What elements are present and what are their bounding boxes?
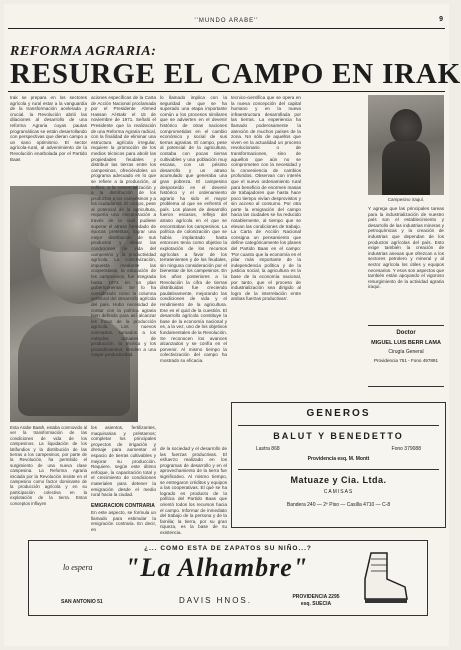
headline-rule xyxy=(8,91,445,92)
doctor-address: Providencia 751 - Fono 497891 xyxy=(373,358,439,363)
generos-divider-1 xyxy=(238,425,439,426)
article-column-2: aciones específicas de la Carta de Acción Nacional proclamada por el Presidente Ahmed Hassan Al-Bakr el 15 de noviembre de 1971. Señaló el Presidente que la realización de una Reforma Agraria radical, con la finalidad de eliminar una estructura agrícola irregular, requiere la promoción de los medios técnicos para abolir las propiedades feudales y distribuir las tierras entre los campesinos, ofreciéndoles un programa adecuado en lo que se refiere a la producción, al cultivo, a la comercialización y a la distribución de los productos a los campesinos y a los ciudadanos. El campo, pese al potencial de la agricultura, requería una mecanización a través de la cual pudiese superar el atraso heredado de épocas pretéritas, lograr una mejor distribución de sus productos y elevar las condiciones de vida del campesino y la productividad agrícola. La colectivización, impuesta mediante las cooperativas, la educación de los campesinos, fue integrada hasta 1971 en un plan gubernamental. Se lo ha considerado como la columna vertebral del desarrollo agrícola del país. Hubo necesidad de contar con la política agraria bien definida para así alcanzar los frutos de la producción agrícola. Los nuevos conceptos, sumados a los métodos actuales de producción, la técnica y los procedimientos, tienden a una mayor productividad. xyxy=(91,95,156,358)
shoe-ad-brand: "La Alhambre" xyxy=(125,553,309,582)
shoe-ad-owner: DAVIS HNOS. xyxy=(179,596,252,605)
header-rule xyxy=(8,28,445,29)
article-headline: RESURGE EL CAMPO EN IRAK xyxy=(10,58,461,90)
generos-c1-phone: Fono 379088 xyxy=(391,446,421,452)
photo-peasant-body xyxy=(382,141,430,195)
right-photo-caption: Campesino iraquí. xyxy=(387,197,425,202)
shoe-ad-question: ¿... COMO ESTA DE ZAPATOS SU NIÑO...? xyxy=(144,545,312,552)
generos-ad xyxy=(231,402,446,528)
generos-company-1: BALUT Y BENEDETTO xyxy=(273,431,404,441)
shoe-ad-right-address-2: esq. SUECIA xyxy=(300,601,332,607)
publication-title: ''MUNDO ARABE'' xyxy=(194,18,259,24)
article-column-2c: En este aspecto, se formula un llamado para estimular la emigración contraria. En decir, en xyxy=(91,510,156,532)
generos-c1-address: Lastra 868 xyxy=(256,446,280,452)
article-kicker: REFORMA AGRARIA: xyxy=(10,44,157,59)
generos-c2-product: CAMISAS xyxy=(323,489,354,495)
article-column-1: Irak se prepara en los sectores agrícola y rural estar a la vanguardia de la transformación acelerada y crucial. la Revolución abrió las dilaciones al desarrollo de una reforma Agraria cuyas pautas programáticas se están desarrollando con perspectivas que dieran campo a un sano optimismo. El sector agrícola-rural, al advenimiento de la Revolución enarbolada por el Partido Baas xyxy=(10,95,87,162)
shoe-ad xyxy=(28,540,428,616)
generos-c2-address: Bandera 240 — 2º Piso — Casilla 4710 — C-8 xyxy=(286,502,391,508)
article-column-4: tecnico-científica que se opera en la nueva concepción del capital humano y en la nueva infraestructura desarrollada por las tierras. La experiencia ha llamado poderosamente la atención de muchos países de la zona. No sólo de aquellos que viven en la actualidad un proceso revolucionario o de transformaciones, sino de aquellos que aún no se comprometen con la necesidad y la conveniencia de cambios profundos. Observan con interés que el nuevo ordenamiento rural para beneficio de enormes masas de trabajadores que hasta hace poco tiempo vivían desprovistos y sin acceso al consumo. Por otra parte la emigración del campo hacia las ciudades se ha reducido notablemente, al tiempo que se elevan las condiciones de trabajo. La Carta de Acción Nacional consigna un pensamiento que define categóricamente los planes del Partido Baas en el campo: 'Por cuanto que la economía es el pilar más importante de la independencia política y de la justicia social, la agricultura es la base de la economía nacional, por tanto, que el proceso de industrialización sea dirigido al logro de la interrelación entre ambas fuerzas productivas'. xyxy=(231,95,301,302)
generos-title: GENEROS xyxy=(306,408,371,419)
section-heading-emigracion: EMIGRACION CONTRARIA xyxy=(91,503,155,509)
article-column-3: lo llamado implica con la seguridad de que se ha superado una etapa importante común a los procesos similares que se advierten en el devenir histórico de otras naciones comprometidas en el cambio económico y social de sus tierras agrarias. El campo, pese al potencial de la agricultura, contaba con pocas tierras cultivables y una población muy escasa, con un pésimo desarrollo y un atraso acumulado que generaba una gran pobreza. El campesino desposeído en el devenir histórico y el ordenamiento agrario ha sido el mayor problema al que se enfrentó el país. Los planes de desarrollo fueron escasos, reflejo del atraso agrícola en el que se encontraban los campesinos. La política de colonización que se había implantado hasta entonces tenía como objetivo la explotación de los recursos agrícolas a favor de los terratenientes y de los feudales, sin ninguna consideración por el bienestar de los campesinos. En los años posteriores a la Revolución la cifra de tierras distribuidas fue creciendo paulatinamente, mejorando las condiciones de vida y el rendimiento de la agricultura. Ese es el quid de la cuestión. El desarrollo agrícola constituye la base de la economía nacional y es, a la vez, uno de los objetivos fundamentales de la Revolución. Se reconocen los avances alcanzados y se confía en el porvenir. Al mismo tiempo la colectivización del campo ha mostrado su eficacia. xyxy=(160,95,227,363)
generos-c1-address2: Providencia esq. M. Montt xyxy=(307,456,370,462)
shoe-ad-intro: lo espera xyxy=(63,563,93,572)
doctor-ad xyxy=(368,325,444,387)
photo-iraqi-peasant xyxy=(368,95,444,195)
article-column-3b: de la sociedad y el desarrollo de las fuerzas productivas. El esfuerzo realizado en los programas de desarrollo y en el aprovechamiento de la tierra fue significativo. Al mismo tiempo, se entregaron créditos y equipos a las cooperativas. El qué se ha logrado es producto de la política del Partido Baas que orientó todos los recursos hacia el campo. Informar de inmediato del trabajo de la persona y de la familia; la tierra, por su gran riqueza, es la base de su existencia. xyxy=(160,446,227,535)
generos-company-2: Matuaze y Cia. Ltda. xyxy=(290,475,387,485)
article-column-5: Y agrega que las principales tareas para la industrialización de nuestro país son el establecimiento y desarrollo de las industrias mineras y petroquímicas y la creación de industrias que dependan de los productos agrícolas del país. Esto exige también la creación de industrias anexas que ofrezcan a los sectores petrolero y mineral y al sector agrícola los útiles y equipos necesarios. Y esos son aspectos que también están apoyando el vigoroso resurgimiento de la actividad agraria iraquí. xyxy=(368,206,444,290)
doctor-ad-label: Doctor xyxy=(396,330,416,336)
doctor-specialty: Cirugía General xyxy=(388,349,424,355)
left-photo-caption: Esta Arabe Baath, estaba conmovido al ver la transformación de las condiciones de vida de los campesinos. La liquidación de los latifundios y la distribución de las tierras a los campesinos, por parte de la Revolución, ha permitido el surgimiento de una nueva clase campesina. La Reforma Agraria iniciada por la Revolución insiste en el campesino como factor dominante de la producción agrícola y en su participación colectiva en la explotación de la tierra. Estos conceptos influyen xyxy=(10,425,87,506)
photo-peasant-head xyxy=(390,109,422,145)
shoe-ad-left-address: SAN ANTONIO 51 xyxy=(61,599,103,605)
boot-icon xyxy=(357,549,413,607)
page-number: 9 xyxy=(439,16,443,23)
generos-divider-2 xyxy=(238,469,439,470)
doctor-name: MIGUEL LUIS BERR LAMA xyxy=(371,340,441,346)
shoe-ad-right-address-1: PROVIDENCIA 2295 xyxy=(292,594,340,600)
article-column-2b: los asientos, fertilizantes, maquinarias y préstamos; completar los principales proyectos de irrigación y drenaje para aumentar el espacio de tierras cultivables y mejorar su producción. Requiere, según este último enfoque, la capacitación total y el crecimiento de condiciones materiales para detener la emigración desde el medio rural hacia la ciudad. xyxy=(91,425,156,498)
